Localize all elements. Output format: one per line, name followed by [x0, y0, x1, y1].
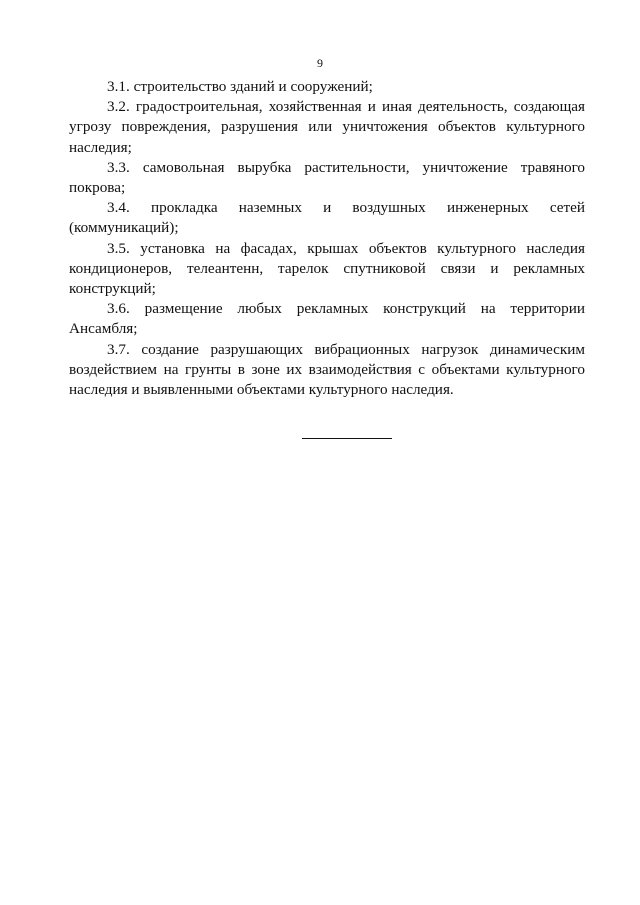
- item-text: самовольная вырубка растительности, уничтожение травяного покрова;: [69, 158, 586, 197]
- item-text: строительство зданий и сооружений;: [133, 78, 373, 95]
- restrictions-list: [69, 77, 585, 400]
- closing-rule: [302, 438, 392, 439]
- item-number: 3.7.: [107, 340, 130, 358]
- item-number: 3.5.: [107, 239, 130, 257]
- item-number: 3.6.: [107, 300, 130, 318]
- item-text: создание разрушающих вибрационных нагрузок динамическим воздействием на грунты в зоне их взаимодействия с объектами культурного наследия и выявленными объектами культурного наследия.: [69, 340, 585, 399]
- list-item: [69, 158, 585, 198]
- list-item: [69, 299, 585, 339]
- item-number: 3.1.: [107, 78, 130, 95]
- list-item: [69, 198, 585, 238]
- item-text: размещение любых рекламных конструкций на территории Ансамбля;: [69, 300, 585, 338]
- item-number: 3.2.: [107, 98, 130, 116]
- item-text: градостроительная, хозяйственная и иная деятельность, создающая угрозу повреждения, разрушения или уничтожения объектов культурного наследия;: [69, 98, 586, 156]
- item-number: 3.4.: [107, 199, 130, 217]
- item-text: установка на фасадах, крышах объектов культурного наследия кондиционеров, телеантенн, тарелок спутниковой связи и рекламных конструкций;: [69, 239, 585, 298]
- item-number: 3.3.: [107, 158, 130, 176]
- item-text: прокладка наземных и воздушных инженерных сетей (коммуникаций);: [69, 199, 585, 237]
- list-item: [69, 77, 585, 97]
- list-item: [69, 340, 585, 401]
- list-item: [69, 97, 585, 158]
- page-number: 9: [317, 56, 323, 70]
- list-item: [69, 239, 585, 300]
